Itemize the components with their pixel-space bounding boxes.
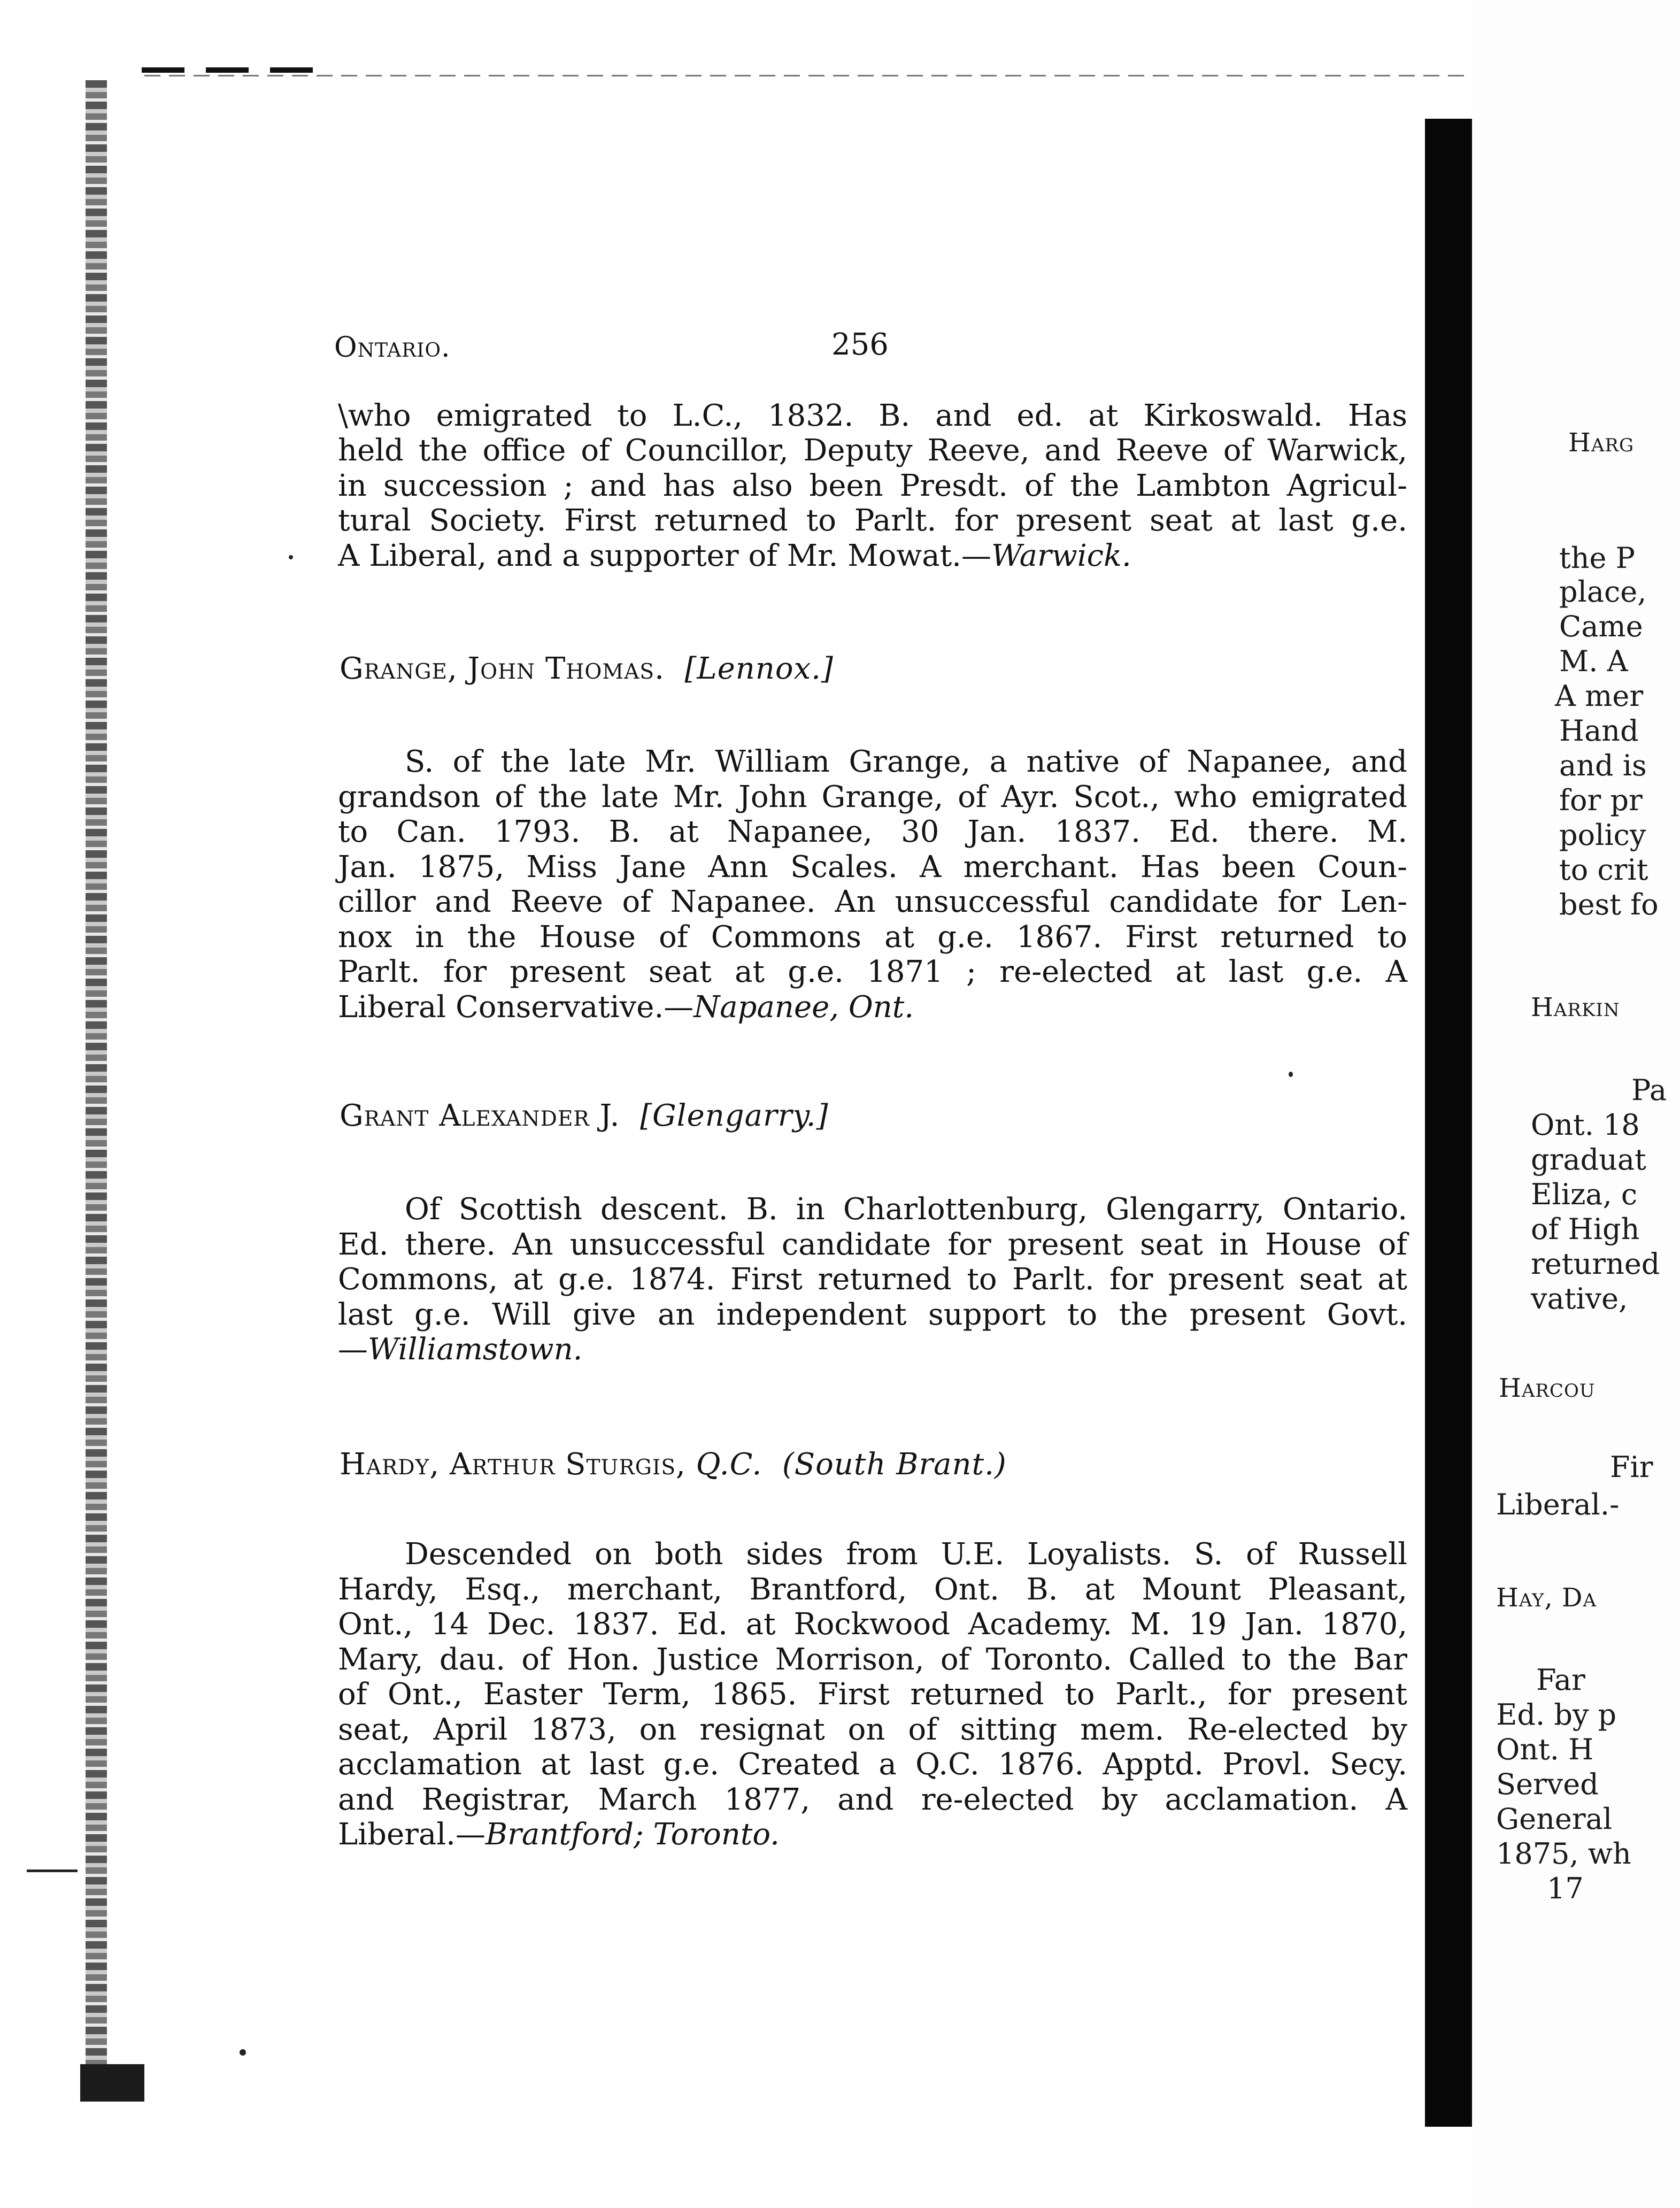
- text-line: Ed. there. An unsuccessful candidate for present seat in House of: [338, 1227, 1407, 1262]
- facing-line: 17: [1547, 1872, 1584, 1905]
- facing-line: Harkin: [1531, 993, 1620, 1022]
- text-line: Commons, at g.e. 1874. First returned to Parlt. for present seat at: [338, 1262, 1407, 1297]
- paragraph-end-text: Liberal.—: [338, 1817, 485, 1852]
- text-line: held the office of Councillor, Deputy Reeve, and Reeve of Warwick,: [338, 433, 1407, 468]
- facing-line: Served: [1496, 1767, 1599, 1801]
- facing-line: place,: [1559, 575, 1647, 609]
- text-line: seat, April 1873, on resignat on of sitting mem. Re-elected by: [338, 1712, 1407, 1747]
- text-line: to Can. 1793. B. at Napanee, 30 Jan. 1837. Ed. there. M.: [338, 814, 1407, 849]
- text-line: tural Society. First returned to Parlt. for present seat at last g.e.: [338, 503, 1407, 538]
- text-line: Jan. 1875, Miss Jane Ann Scales. A merchant. Has been Coun-: [338, 850, 1407, 884]
- facing-line: Hand: [1559, 714, 1639, 748]
- facing-line: Harcou: [1499, 1373, 1596, 1403]
- facing-line: graduat: [1531, 1143, 1646, 1176]
- riding: (South Brant.): [782, 1447, 1007, 1482]
- entry-heading: [340, 1447, 1007, 1482]
- title-suffix: Q.C.: [696, 1447, 762, 1482]
- facing-page: [1472, 0, 1680, 2208]
- page-number: 256: [831, 327, 889, 362]
- binding-shadow: [86, 80, 107, 2096]
- text-line: [338, 538, 1407, 574]
- entry-heading: [340, 1098, 828, 1133]
- facing-line: Ont. H: [1496, 1733, 1594, 1766]
- facing-line: A mer: [1555, 679, 1644, 713]
- facing-line: of High: [1531, 1212, 1640, 1246]
- residence: Williamstown.: [368, 1332, 583, 1367]
- facing-line: returned: [1531, 1247, 1660, 1281]
- text-line: Of Scottish descent. B. in Charlottenburg, Glengarry, Ontario.: [405, 1192, 1407, 1227]
- text-line: grandson of the late Mr. John Grange, of Ayr. Scot., who emigrated: [338, 780, 1407, 814]
- text-line: in succession ; and has also been Presdt. of the Lambton Agricul-: [338, 468, 1407, 503]
- text-line: Hardy, Esq., merchant, Brantford, Ont. B. at Mount Pleasant,: [338, 1572, 1407, 1607]
- section-title: Ontario.: [334, 332, 451, 364]
- facing-line: Hay, Da: [1496, 1583, 1597, 1613]
- paragraph-end-text: A Liberal, and a supporter of Mr. Mowat.—: [338, 538, 991, 573]
- residence: Warwick.: [991, 538, 1131, 573]
- top-scan-dashes: [142, 67, 313, 73]
- facing-line: Fir: [1610, 1450, 1653, 1484]
- text-line: acclamation at last g.e. Created a Q.C. 1876. Apptd. Provl. Secy.: [338, 1747, 1407, 1782]
- margin-tick: [27, 1870, 78, 1872]
- facing-line: the P: [1559, 541, 1635, 575]
- book-gutter: [1425, 119, 1472, 2127]
- riding: [Glengarry.]: [640, 1098, 829, 1133]
- member-name: Hardy, Arthur Sturgis,: [340, 1447, 686, 1482]
- entry-heading: [340, 651, 834, 686]
- text-line: Ont., 14 Dec. 1837. Ed. at Rockwood Academy. M. 19 Jan. 1870,: [338, 1607, 1407, 1642]
- member-name: Grange, John Thomas.: [340, 651, 665, 686]
- facing-line: Pa: [1631, 1073, 1667, 1107]
- text-line: [338, 990, 1407, 1025]
- facing-line: to crit: [1559, 853, 1648, 887]
- text-line: [338, 1817, 1407, 1852]
- facing-line: Harg: [1568, 428, 1635, 458]
- text-line: last g.e. Will give an independent support to the present Govt.: [338, 1297, 1407, 1332]
- facing-line: and is: [1559, 749, 1647, 782]
- text-line: Mary, dau. of Hon. Justice Morrison, of Toronto. Called to the Bar: [338, 1642, 1407, 1677]
- paragraph-end-text: Liberal Conservative.—: [338, 990, 694, 1025]
- top-scan-rule: [144, 75, 1481, 76]
- facing-line: General: [1496, 1802, 1613, 1836]
- facing-line: Eliza, c: [1531, 1178, 1638, 1211]
- facing-line: best fo: [1559, 888, 1659, 921]
- facing-line: Came: [1559, 610, 1643, 643]
- facing-line: 1875, wh: [1496, 1837, 1631, 1871]
- facing-line: for pr: [1559, 783, 1643, 817]
- page-header: [334, 327, 1409, 370]
- text-line: cillor and Reeve of Napanee. An unsuccessful candidate for Len-: [338, 884, 1407, 919]
- member-name: Grant Alexander J.: [340, 1098, 620, 1133]
- text-line: Parlt. for present seat at g.e. 1871 ; re-elected at last g.e. A: [338, 955, 1407, 989]
- facing-line: Ed. by p: [1496, 1698, 1617, 1732]
- facing-line: policy: [1559, 818, 1646, 852]
- text-line: nox in the House of Commons at g.e. 1867. First returned to: [338, 920, 1407, 955]
- ink-speck: [1289, 1072, 1293, 1077]
- facing-line: Ont. 18: [1531, 1108, 1640, 1142]
- text-line: S. of the late Mr. William Grange, a native of Napanee, and: [405, 744, 1407, 779]
- text-line: Descended on both sides from U.E. Loyalists. S. of Russell: [405, 1537, 1407, 1572]
- binding-base: [80, 2064, 144, 2102]
- text-line: [338, 1332, 1407, 1367]
- binding-margin: [0, 0, 128, 2208]
- text-line: \who emigrated to L.C., 1832. B. and ed. at Kirkoswald. Has: [338, 398, 1407, 433]
- residence: Brantford; Toronto.: [485, 1817, 780, 1852]
- ink-speck: [240, 2049, 246, 2056]
- facing-line: vative,: [1531, 1282, 1628, 1315]
- ink-speck: [289, 555, 293, 559]
- text-line: of Ont., Easter Term, 1865. First returned to Parlt., for present: [338, 1677, 1407, 1712]
- facing-line: M. A: [1559, 644, 1628, 678]
- riding: [Lennox.]: [684, 651, 834, 686]
- text-line: and Registrar, March 1877, and re-elected by acclamation. A: [338, 1782, 1407, 1817]
- facing-line: Far: [1536, 1663, 1585, 1697]
- residence: Napanee, Ont.: [693, 990, 914, 1025]
- facing-line: Liberal.-: [1496, 1488, 1620, 1521]
- paragraph-end-text: —: [338, 1332, 368, 1367]
